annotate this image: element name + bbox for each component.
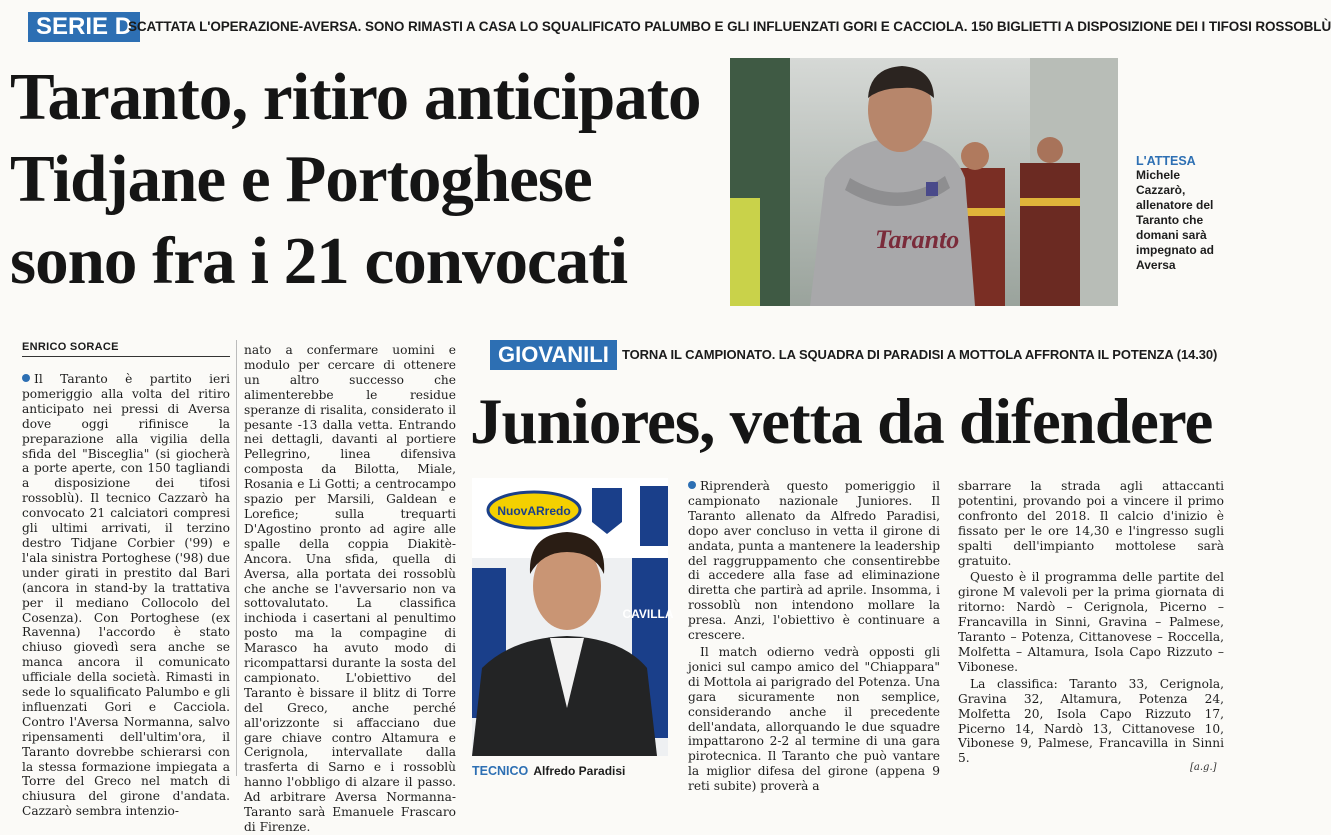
headline-top: [10, 56, 730, 302]
col4a-text: sbarrare la strada agli attaccanti potentini, provando poi a vincere il primo confronto del 2018. Il calcio d'inizio è fissato per le ore 14,30 e l'ingresso sugli spalti dell'impianto mottolese sarà gratuito.: [958, 479, 1224, 568]
tecnico-photo: [472, 478, 674, 756]
tecnico-caption: [472, 760, 625, 779]
article-bottom-col-4: [958, 479, 1224, 766]
headline-bottom: Juniores, vetta da difendere: [470, 386, 1213, 458]
giovanili-kicker-row: [490, 340, 1230, 370]
coach-photo-illustration: [730, 58, 1118, 306]
caption-label-tecnico: TECNICO: [472, 764, 529, 778]
caption-text-coach: Michele Cazzarò, allenatore del Taranto che domani sarà impegnato ad Aversa: [1136, 168, 1215, 272]
byline-rule: [22, 356, 230, 357]
col1-text: Il Taranto è partito ieri pomeriggio alla volta del ritiro anticipato nei pressi di Aversa dove oggi rifinisce la preparazione alla vigilia della sfida del "Bisceglia" (si giocherà a porte aperte, con 150 tagliandi a disposizione dei tifosi rossoblù). Il tecnico Cazzarò ha convocato 21 calciatori compresi gli ultimi arrivati, il terzino destro Tidjane Corbier ('99) e l'ala sinistra Portoghese ('98) due under girati in prestito dal Bari (ancora in stand-by la trattativa per il mediano Collocolo del Cosenza). Con Portoghese (ex Ravenna) l'accordo è stato chiuso giovedì sera anche se manca ancora il comunicato ufficiale della società. Rimasti in sede lo squalificato Palumbo e gli influenzati Gori e Cacciola. Contro l'Aversa Normanna, salvo ripensamenti dell'ultim'ora, il Taranto dovrebbe schierarsi con la stessa formazione impiegata a Torre del Greco nel match di chiusura del girone d'andata. Cazzarò sembra intenzio-: [22, 372, 230, 819]
column-divider: [236, 340, 237, 776]
caption-text-paradisi: Alfredo Paradisi: [533, 764, 626, 778]
col4c-text: La classifica: Taranto 33, Cerignola, Gravina 32, Altamura, Potenza 24, Molfetta 20, Isola Capo Rizzuto 17, Picerno 14, Nardò 13, Cittanovese 10, Vibonese 9, Palmese, Francavilla in Sinni 5.: [958, 676, 1224, 766]
section-badge-serie-d: SERIE D: [28, 12, 140, 42]
caption-label-attesa: L'ATTESA: [1136, 154, 1196, 168]
hoodie-text: Taranto: [875, 225, 960, 254]
headline-line-3: sono fra i 21 convocati: [10, 224, 628, 298]
article-top-col-2: [244, 343, 456, 835]
col3a-text: Riprenderà questo pomeriggio il campionato nazionale Juniores. Il Taranto allenato da Alfredo Paradisi, dopo aver concluso in vetta il girone di andata, punta a mantenere la leadership del raggruppamento che consentirebbe di accedere alla fase ad eliminazione diretta che partirà ad aprile. Insomma, i rossoblù non intendono mollare la presa. Anzi, l'obiettivo è continuare a crescere.: [688, 479, 940, 643]
col2-text: nato a confermare uomini e modulo per cercare di ottenere un altro successo che alimenterebbe le residue speranze di risalita, considerato il pesante -13 dalla vetta. Entrando nei dettagli, davanti al portiere Pellegrino, linea difensiva composta da Bilotta, Miale, Rosania e Li Gotti; a centrocampo spazio per Marsili, Galdean e Lorefice; sulla trequarti D'Agostino pronto ad agire alle spalle della coppia Diakitè-Ancora. Una sfida, quella di Aversa, alla portata dei rossoblù che anche se l'avversario non va sottovalutato. La classifica inchioda i casertani al penultimo posto ma la compagine di Marasco ha avuto modo di ricompattarsi durante la sosta del campionato. L'obiettivo del Taranto è bissare il blitz di Torre del Greco, anche perché all'orizzonte si affacciano due gare chiave contro Altamura e Cerignola, intervallate dalla trasferta di Sarno e i rossoblù hanno l'obbligo di alzare il passo. Ad arbitrare Aversa Normanna-Taranto sarà Emanuele Frascaro di Firenze.: [244, 343, 456, 834]
serie-d-kicker-row: [28, 12, 1331, 42]
bullet-dot-icon: [22, 374, 30, 382]
article-bottom-col-3: [688, 479, 940, 794]
col3b-text: Il match odierno vedrà opposti gli jonici sul campo amico del "Chiappara" di Mottola ai parigrado del Potenza. Una gara sicuramente non semplice, considerando anche il precedente dell'andata, allorquando le due squadre impattarono 2-2 al termine di una gara pirotecnica. Il Taranto che può vantare la miglior difesa del girone (appena 9 reti subite) proverà a: [688, 644, 940, 794]
sponsor-side-text: CAVILLA: [622, 607, 674, 621]
kicker-text-top: SCATTATA L'OPERAZIONE-AVERSA. SONO RIMASTI A CASA LO SQUALIFICATO PALUMBO E GLI INFLUENZATI GORI E CACCIOLA. 150 BIGLIETTI A DISPOSIZIONE DEI I TIFOSI ROSSOBLÙ: [128, 19, 1331, 34]
col4b-text: Questo è il programma delle partite del girone M valevoli per la prima giornata di ritorno: Nardò – Cerignola, Picerno – Francavilla in Sinni, Gravina – Palmese, Taranto – Potenza, Cittanovese – Roccella, Molfetta – Altamura, Isola Capo Rizzuto – Vibonese.: [958, 570, 1224, 674]
kicker-text-bottom: TORNA IL CAMPIONATO. LA SQUADRA DI PARADISI A MOTTOLA AFFRONTA IL POTENZA (14.30): [622, 347, 1218, 362]
coach-photo: [730, 58, 1118, 306]
headline-line-2: Tidjane e Portoghese: [10, 142, 592, 216]
bullet-dot-icon-2: [688, 481, 696, 489]
sponsor-text: NuovARredo: [497, 504, 571, 518]
signature: [a.g.]: [1190, 762, 1217, 773]
tecnico-photo-illustration: [472, 478, 674, 756]
coach-photo-caption: [1136, 154, 1228, 273]
headline-line-1: Taranto, ritiro anticipato: [10, 60, 701, 134]
article-top-col-1: [22, 372, 230, 819]
section-badge-giovanili: GIOVANILI: [490, 340, 617, 370]
byline: ENRICO SORACE: [22, 341, 119, 353]
